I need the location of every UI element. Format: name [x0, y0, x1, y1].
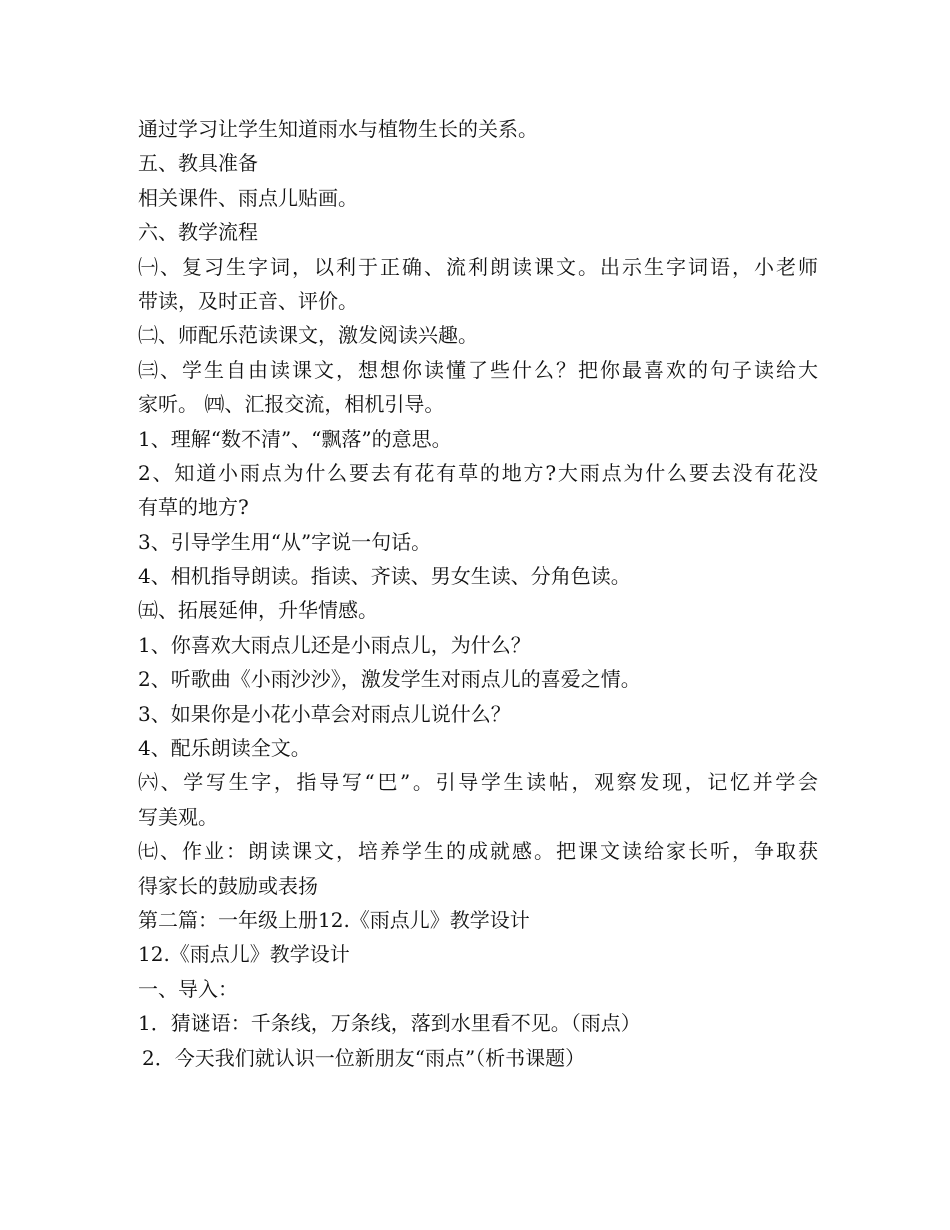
text-line: 一、导入： [138, 976, 238, 1001]
text-line: 12.《雨点儿》教学设计 [138, 942, 350, 967]
text-line: 3、如果你是小花小草会对雨点儿说什么？ [138, 701, 511, 726]
text-line: 2．今天我们就认识一位新朋友“雨点”（析书课题） [142, 1045, 586, 1070]
text-line: 1、理解“数不清”、“飘落”的意思。 [138, 426, 452, 451]
text-line: 2、知道小雨点为什么要去有花有草的地方?大雨点为什么要去没有花没 [138, 460, 818, 485]
text-line: 4、配乐朗读全文。 [138, 736, 311, 761]
text-line: 1、你喜欢大雨点儿还是小雨点儿，为什么？ [138, 632, 531, 657]
text-line: 通过学习让学生知道雨水与植物生长的关系。 [138, 117, 538, 141]
text-line: ㈤、拓展延伸，升华情感。 [138, 598, 378, 623]
text-line: 4、相机指导朗读。指读、齐读、男女生读、分角色读。 [138, 564, 631, 589]
text-line: 得家长的鼓励或表扬 [138, 873, 318, 898]
text-line: ㈦、作业：朗读课文，培养学生的成就感。把课文读给家长听，争取获 [138, 839, 818, 864]
text-line: 五、教具准备 [138, 151, 258, 176]
text-line: 3、引导学生用“从”字说一句话。 [138, 529, 432, 554]
text-line: 带读，及时正音、评价。 [138, 288, 358, 313]
text-line: 六、教学流程 [138, 220, 258, 245]
text-line: 写美观。 [138, 804, 218, 829]
text-line: ㈥、学写生字，指导写“巴”。引导学生读帖，观察发现，记忆并学会 [138, 770, 818, 795]
text-line: 第二篇：一年级上册12.《雨点儿》教学设计 [138, 907, 530, 932]
text-line: 有草的地方? [138, 495, 249, 520]
text-line: ㈠、复习生字词，以利于正确、流利朗读课文。出示生字词语，小老师 [138, 254, 818, 279]
text-line: 家听。 ㈣、汇报交流，相机引导。 [138, 392, 445, 417]
text-line: 相关课件、雨点儿贴画。 [138, 185, 358, 210]
text-line: 1．猜谜语：千条线，万条线，落到水里看不见。（雨点） [138, 1011, 641, 1036]
text-line: 2、听歌曲《小雨沙沙》，激发学生对雨点儿的喜爱之情。 [138, 667, 641, 692]
text-line: ㈡、师配乐范读课文，激发阅读兴趣。 [138, 323, 478, 348]
text-line: ㈢、学生自由读课文，想想你读懂了些什么？把你最喜欢的句子读给大 [138, 357, 818, 382]
document-body [138, 112, 818, 1075]
